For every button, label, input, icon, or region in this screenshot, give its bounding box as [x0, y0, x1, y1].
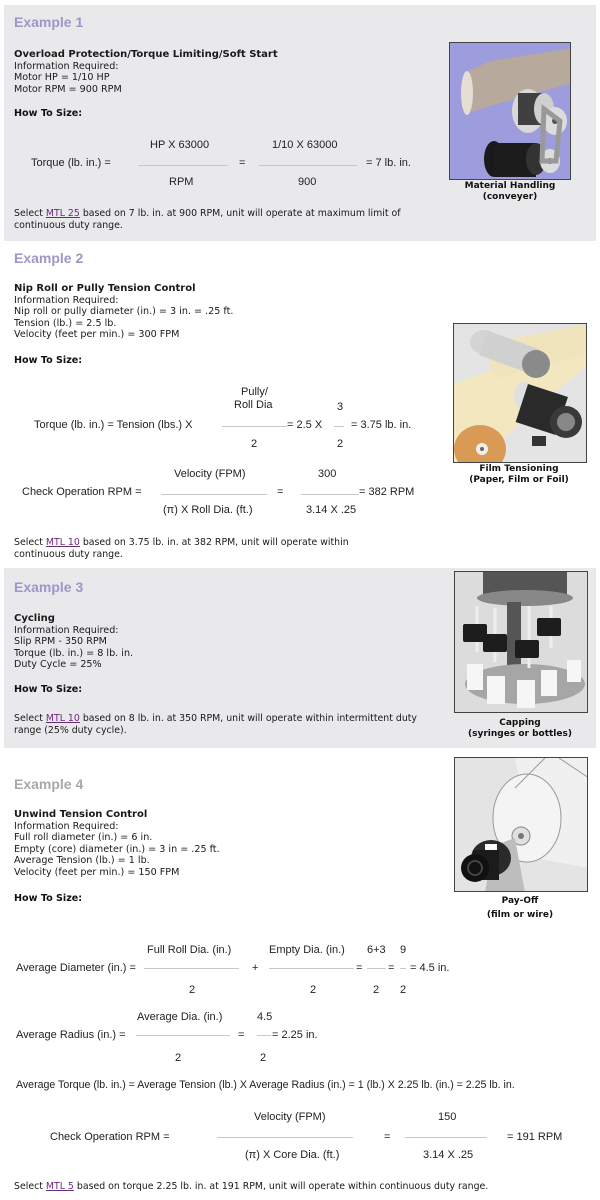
numerator: Average Dia. (in.) [137, 1011, 223, 1023]
result: = 3.75 lb. in. [351, 419, 412, 431]
example-4-info [14, 809, 220, 878]
info-line: Motor HP = 1/10 HP [14, 72, 110, 83]
info-line: Nip roll or pully diameter (in.) = 3 in. = .25 ft. [14, 306, 234, 317]
info-line: Velocity (feet per min.) = 150 FPM [14, 866, 180, 878]
numerator: 150 [438, 1111, 457, 1123]
how-to-size-label: How To Size: [14, 893, 83, 904]
film-tensioning-illustration-icon [453, 323, 587, 463]
fraction-bar [367, 968, 386, 969]
example-2-selection-note: Select MTL 10 based on 3.75 lb. in. at 382 RPM, unit will operate within continuous duty range. [14, 537, 349, 560]
numerator: HP X 63000 [150, 139, 210, 151]
fraction-bar [334, 426, 344, 427]
fraction-bar [217, 1137, 353, 1138]
figure-caption: Material Handling (conveyer) [464, 181, 556, 202]
equation-label: Average Diameter (in.) = [16, 962, 136, 974]
denominator: 3.14 X .25 [306, 504, 357, 516]
capping-illustration-icon [454, 571, 588, 713]
example-2-section [4, 243, 596, 565]
example-1-selection-note: Select MTL 25 based on 7 lb. in. at 900 RPM, unit will operate at maximum limit of continuous duty range. [14, 208, 401, 231]
equation-label: Torque (lb. in.) = [31, 157, 111, 169]
how-to-size-label: How To Size: [14, 108, 83, 119]
mtl-10-link[interactable]: MTL 10 [45, 537, 80, 548]
fraction-bar [136, 1035, 230, 1036]
film-tensioning-figure [448, 323, 590, 493]
pay-off-figure [449, 757, 591, 927]
numerator: Velocity (FPM) [254, 1111, 326, 1123]
equation-label: Average Radius (in.) = [16, 1029, 126, 1041]
example-4-heading: Unwind Tension Control [14, 809, 148, 820]
fraction-bar [138, 165, 228, 166]
info-line: Torque (lb. in.) = 8 lb. in. [14, 647, 134, 659]
example-2-info [14, 283, 233, 341]
equation-label: Check Operation RPM = [22, 486, 142, 498]
example-2-heading: Nip Roll or Pully Tension Control [14, 283, 196, 294]
figure-caption: Pay-Off (film or wire) [486, 896, 554, 920]
figure-caption: Film Tensioning (Paper, Film or Foil) [469, 464, 569, 485]
denominator: RPM [169, 176, 194, 188]
info-line: Duty Cycle = 25% [14, 659, 102, 670]
denominator: 2 [189, 984, 196, 996]
fraction-bar [257, 1035, 271, 1036]
example-4-title: Example 4 [14, 776, 84, 792]
example-1-section [4, 5, 596, 241]
result: = 4.5 in. [410, 962, 450, 974]
how-to-size-label: How To Size: [14, 684, 83, 695]
equals-sign: = [388, 962, 395, 974]
denominator: (π) X Roll Dia. (ft.) [163, 504, 253, 516]
result: = 7 lb. in. [366, 157, 411, 169]
equals-sign: = [356, 962, 363, 974]
result: = 191 RPM [507, 1131, 563, 1143]
denominator: 2 [400, 984, 407, 996]
info-label: Information Required: [14, 294, 119, 306]
numerator: 6+3 [367, 944, 386, 956]
equation-label: Check Operation RPM = [50, 1131, 170, 1143]
info-line: Velocity (feet per min.) = 300 FPM [14, 329, 180, 340]
denominator: 2 [310, 984, 317, 996]
material-handling-figure [449, 42, 571, 208]
fraction-bar [269, 968, 354, 969]
conveyor-illustration-icon [449, 42, 571, 180]
result: = 2.25 in. [272, 1029, 318, 1041]
numerator: 300 [318, 468, 337, 480]
fraction-bar [400, 968, 406, 969]
info-line: Full roll diameter (in.) = 6 in. [14, 832, 153, 843]
how-to-size-label: How To Size: [14, 355, 83, 366]
info-line: Tension (lb.) = 2.5 lb. [14, 317, 117, 329]
equals-sign: = [277, 486, 284, 498]
info-label: Information Required: [14, 820, 119, 832]
plus-sign: + [252, 962, 259, 974]
example-3-selection-note: Select MTL 10 based on 8 lb. in. at 350 RPM, unit will operate within intermittent duty range (25% duty cycle). [14, 713, 417, 736]
average-torque-equation: Average Torque (lb. in.) = Average Tension (lb.) X Average Radius (in.) = 1 (lb.) X 2.25 lb. (in.) = 2.25 lb. in. [16, 1079, 515, 1091]
numerator: 1/10 X 63000 [272, 139, 338, 151]
info-label: Information Required: [14, 624, 119, 636]
fraction-bar [301, 494, 359, 495]
numerator: Pully/ [241, 386, 268, 398]
info-line: Empty (core) diameter (in.) = 3 in = .25 ft. [14, 843, 220, 855]
denominator: 2 [175, 1052, 182, 1064]
equals-sign: = [239, 157, 246, 169]
example-1-info [14, 49, 278, 95]
numerator: 3 [337, 401, 344, 413]
example-3-heading: Cycling [14, 613, 55, 624]
example-2-title: Example 2 [14, 250, 84, 266]
info-line: Average Tension (lb.) = 1 lb. [14, 855, 150, 866]
example-4-selection-note: Select MTL 5 based on torque 2.25 lb. in. at 191 RPM, unit will operate within continuous duty range. [14, 1181, 489, 1192]
example-1-heading: Overload Protection/Torque Limiting/Soft Start [14, 49, 278, 60]
fraction-bar [222, 426, 287, 427]
numerator: Full Roll Dia. (in.) [147, 944, 232, 956]
equals-sign: = [384, 1131, 391, 1143]
mtl-10-link[interactable]: MTL 10 [45, 713, 80, 724]
example-4-section [4, 750, 596, 1200]
denominator: 2 [337, 438, 344, 450]
capping-figure [449, 571, 591, 743]
mtl-25-link[interactable]: MTL 25 [45, 208, 80, 219]
example-1-title: Example 1 [14, 14, 84, 30]
denominator: 2 [373, 984, 380, 996]
result: = 382 RPM [359, 486, 415, 498]
fraction-bar [405, 1137, 487, 1138]
numerator: 4.5 [257, 1011, 273, 1023]
denominator: 900 [298, 176, 317, 188]
numerator: Empty Dia. (in.) [269, 944, 345, 956]
denominator: 2 [260, 1052, 267, 1064]
info-line: Slip RPM - 350 RPM [14, 636, 107, 647]
denominator: 3.14 X .25 [423, 1149, 474, 1161]
fraction-bar [161, 494, 267, 495]
fraction-bar [259, 165, 357, 166]
equation-label: Torque (lb. in.) = Tension (lbs.) X [34, 419, 193, 431]
equals-sign: = [238, 1029, 245, 1041]
pay-off-illustration-icon [454, 757, 588, 892]
figure-caption: Capping (syringes or bottles) [468, 718, 572, 739]
info-line: Motor RPM = 900 RPM [14, 83, 122, 95]
denominator: (π) X Core Dia. (ft.) [245, 1149, 340, 1161]
example-3-section [4, 568, 596, 748]
numerator: 9 [400, 944, 407, 956]
example-3-info [14, 613, 133, 671]
denominator: 2 [251, 438, 258, 450]
mtl-5-link[interactable]: MTL 5 [45, 1181, 74, 1192]
info-label: Information Required: [14, 60, 119, 72]
fraction-bar [144, 968, 239, 969]
multiplier: = 2.5 X [287, 419, 323, 431]
numerator: Roll Dia [234, 399, 273, 411]
numerator: Velocity (FPM) [174, 468, 246, 480]
example-3-title: Example 3 [14, 579, 84, 595]
